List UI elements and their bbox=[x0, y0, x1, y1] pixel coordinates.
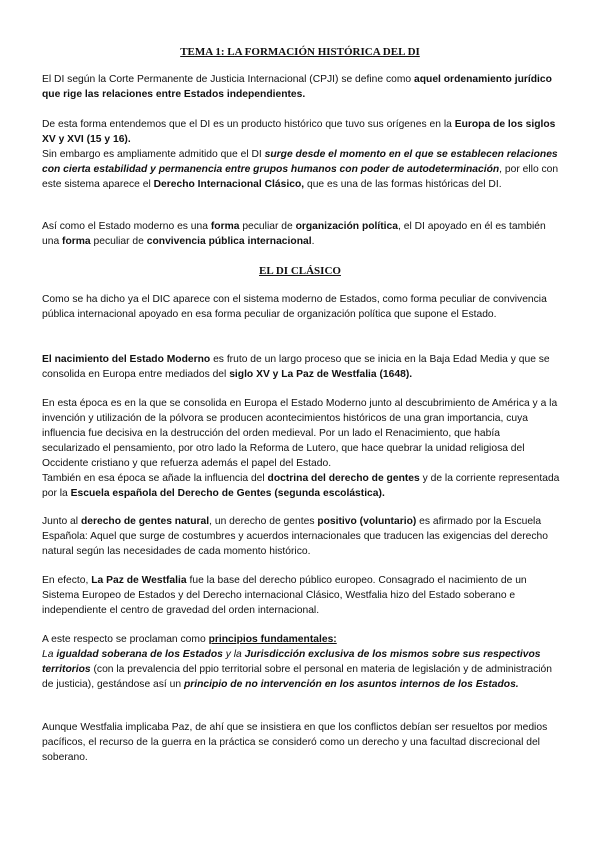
italic-text: y la bbox=[222, 649, 245, 660]
underlined-bold-text: principios fundamentales: bbox=[208, 634, 337, 645]
text-run: (con la prevalencia del ppio territorial sobre el personal en materia de legislación y de administración de justicia), gestándose así un bbox=[42, 664, 552, 690]
bold-text: El nacimiento del Estado Moderno bbox=[42, 354, 211, 365]
text-run: es afirmado por la Escuela Española: Aquel que surge de costumbres y acuerdos internacionales que traducen las exigencias del derecho natural según las necesidades de cada momento histórico. bbox=[42, 516, 549, 557]
bold-text: Escuela española del Derecho de Gentes (segunda escolástica). bbox=[70, 488, 385, 499]
paragraph-war-recourse: Aunque Westfalia implicaba Paz, de ahí que se insistiera en que los conflictos debían ser resueltos por medios pacíficos, el recurso de la guerra en la práctica se consideró como un derecho y una facultad discrecional del soberano. bbox=[42, 722, 548, 763]
paragraph-historical-product bbox=[42, 117, 560, 192]
bold-text: positivo (voluntario) bbox=[317, 516, 417, 527]
bold-text: La Paz de Westfalia bbox=[91, 575, 187, 586]
text-run: Así como el Estado moderno es una bbox=[42, 221, 211, 232]
text-run: De esta forma entendemos que el DI es un producto histórico que tuvo sus orígenes en la bbox=[42, 119, 455, 130]
text-run: , un derecho de gentes bbox=[209, 516, 318, 527]
paragraph-dic-origin: Como se ha dicho ya el DIC aparece con el sistema moderno de Estados, como forma peculiar de convivencia pública internacional apoyado en esa forma peculiar de organización política que supone el Estado. bbox=[42, 294, 547, 320]
bold-text: aquel ordenamiento jurídico que rige las relaciones entre Estados independientes. bbox=[42, 74, 552, 100]
text-run: Sin embargo es ampliamente admitido que el DI bbox=[42, 149, 265, 160]
paragraph-historical-events bbox=[42, 396, 560, 501]
paragraph-modern-state-form bbox=[42, 219, 560, 249]
text-run: que es una de las formas históricas del DI. bbox=[304, 179, 502, 190]
bold-text: Europa de los siglos XV y XVI (15 y 16). bbox=[42, 119, 556, 145]
bold-italic-text: Jurisdicción exclusiva de los mismos sobre sus respectivos territorios bbox=[42, 649, 541, 675]
bold-text: siglo XV y La Paz de Westfalia (1648). bbox=[229, 369, 413, 380]
bold-text: organización política bbox=[295, 221, 398, 232]
text-run: En esta época es en la que se consolida en Europa el Estado Moderno junto al descubrimiento de América y a la invención y utilización de la pólvora se producen acontecimientos históricos de una gran importancia, cuya influencia fue decisiva en la destrucción del orden medieval. Por un lado el Renacimiento, que había secularizado el pensamiento, por otro lado la Reforma de Lutero, que hace quebrar la unidad religiosa del Occidente cristiano y que refuerza además el papel del Estado. bbox=[42, 398, 558, 469]
paragraph-westfalia bbox=[42, 573, 560, 618]
text-run: , por ello con este sistema aparece el bbox=[42, 164, 559, 190]
text-run: , el DI apoyado en él es también una bbox=[42, 221, 546, 247]
bold-text: derecho de gentes natural bbox=[80, 516, 210, 527]
text-run: El DI según la Corte Permanente de Justicia Internacional (CPJI) se define como bbox=[42, 74, 415, 85]
bold-italic-text: surge desde el momento en el que se establecen relaciones con cierta estabilidad y permanencia entre grupos humanos con poder de autodeterminación bbox=[42, 149, 558, 175]
paragraph-modern-state-birth bbox=[42, 352, 560, 382]
text-run: También en esa época se añade la influencia del bbox=[42, 473, 268, 484]
text-run: y de la corriente representada por la bbox=[42, 473, 560, 499]
italic-text: La bbox=[42, 649, 57, 660]
paragraph-natural-law bbox=[42, 514, 560, 559]
text-run: es fruto de un largo proceso que se inicia en la Baja Edad Media y que se consolida en Europa entre mediados del bbox=[42, 354, 550, 380]
bold-text: forma bbox=[210, 221, 240, 232]
text-run: Junto al bbox=[42, 516, 81, 527]
paragraph-cpji-definition bbox=[42, 72, 560, 102]
document-title: TEMA 1: LA FORMACIÓN HISTÓRICA DEL DI bbox=[180, 46, 420, 58]
text-run: fue la base del derecho público europeo. Consagrado el nacimiento de un Sistema Europeo de Estados y del Derecho internacional Clásico, Westfalia hizo del Estado soberano e independiente el centro de gravedad del orden internacional. bbox=[42, 575, 527, 616]
text-run: En efecto, bbox=[42, 575, 92, 586]
bold-italic-text: igualdad soberana de los Estados bbox=[56, 649, 223, 660]
text-run: peculiar de bbox=[90, 236, 147, 247]
bold-italic-text: principio de no intervención en los asuntos internos de los Estados. bbox=[183, 679, 519, 690]
bold-text: convivencia pública internacional bbox=[146, 236, 312, 247]
paragraph-fundamental-principles bbox=[42, 632, 560, 692]
section-title-di-clasico: EL DI CLÁSICO bbox=[259, 265, 341, 277]
text-run: . bbox=[311, 236, 315, 247]
bold-text: doctrina del derecho de gentes bbox=[267, 473, 420, 484]
bold-text: Derecho Internacional Clásico, bbox=[153, 179, 305, 190]
text-run: peculiar de bbox=[239, 221, 296, 232]
text-run: A este respecto se proclaman como bbox=[42, 634, 209, 645]
bold-text: forma bbox=[62, 236, 91, 247]
